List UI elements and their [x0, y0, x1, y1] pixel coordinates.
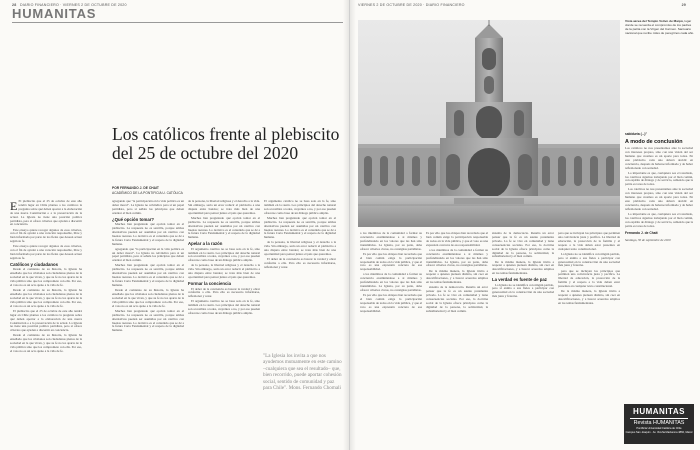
sidebar-paragraph-2: Lo importante es que, cualquiera sea el resultado, los católicos sigamos trabajando por el bien común, con espíritu de diálogo y de servicio, sabiendo que la patria es tarea de todos. [625, 170, 693, 187]
right-column-3 [492, 232, 554, 300]
subhead-formar: Formar la conciencia [188, 281, 231, 287]
ad-line-2: Campus San Joaquín · Av. Vicuña Mackenna 4860, Macul [625, 430, 693, 434]
signature-date: Santiago, 30 de septiembre de 2020 [625, 237, 671, 242]
subhead-verdad: La verdad es fuente de paz [492, 277, 547, 283]
col3-paragraph-b: Muchos han preguntado qué opción tomar en el plebiscito. La respuesta no es sencilla, porque ambas alternativas pueden ser asumidas por un católico con buenas razones. Lo decisivo es el contenido que se dé a la futura Carta Fundamental y el respeto de la dignidad humana. [188, 215, 260, 240]
right-page-number: 29 [681, 3, 686, 7]
r-col4-paragraph-4: De la misma manera, la Iglesia invita a respetar a quienes piensan distinto, sin caer en descalificaciones, y a buscar acuerdos amplios en los temas fundamentales. [558, 289, 620, 305]
col4-paragraph-2: Muchos han preguntado qué opción tomar en el plebiscito. La respuesta no es sencilla, porque ambas alternativas pueden ser asumidas por un católico con buenas razones. Lo decisivo es el contenido que se dé a la futura Carta Fundamental y el respeto de la dignidad humana. [264, 215, 336, 240]
dropcap: E [10, 198, 18, 213]
col2-paragraph-4: Muchos han preguntado qué opción tomar en el plebiscito. La respuesta no es sencilla, porque ambas alternativas pueden ser asumidas por un católico con buenas razones. Lo decisivo es el contenido que se dé a la futura Carta Fundamental y el respeto de la dignidad humana. [112, 263, 184, 287]
col2-paragraph-3: agregando que "la participación en la vida política es un deber moral". La Iglesia no reivindica para sí un papel partidista, pero sí señala los principios que deben orientar el bien común. [112, 246, 184, 263]
r-col3-paragraph-3: La Iglesia no se identifica con ningún partido, pero sí anima a sus fieles a participar con generosidad en la construcción de una sociedad más justa y fraterna. [492, 282, 554, 299]
gutter-shadow-right [350, 0, 356, 450]
r-col1-paragraph-4: Es por ello que los obispos han recordado que el bien común exige la participación responsable de todos en la vida pública, y que el voto es una expresión concreta de esa responsabilidad. [360, 293, 422, 313]
r-col4-paragraph: para que se incluyan los principios que permiten una convivencia justa y pacífica. La libertad de educación, la protección de la familia y el respeto a la vida deben estar presentes en cualquier texto constitucional. [558, 231, 620, 251]
gutter-shadow-left [343, 0, 349, 450]
sidebar-paragraph-4: Lo importante es que, cualquiera sea el resultado, los católicos sigamos trabajando por el bien común, con espíritu de diálogo y de servicio, sabiendo que la patria es tarea de todos. [625, 212, 693, 228]
left-column-4 [264, 200, 336, 271]
col4-paragraph-4: El deber de la conciencia es buscar la verdad y obrar conforme a ella. Para ello es necesario informarse, reflexionar y rezar. [264, 257, 336, 270]
col1-paragraph-3: El plebiscito que el 25 de octubre de este año tendrá lugar en Chile plantea a los católicos la pregunta sobre qué deben aportar a la elaboración de una nueva Constitución o a la preservación de la actual. La Iglesia no tiene una posición política partidista, pero sí ofrece criterios que ayuden a discernir en conciencia. [10, 308, 82, 333]
templo-votivo-illustration [358, 20, 620, 227]
section-title: HUMANITAS [12, 6, 97, 21]
sidebar-paragraph-3: Los católicos no nos presentamos ante la sociedad con intereses propios, sino con una visión del ser humano que creemos es un aporte para todos. En este plebiscito cada uno deberá decidir en conciencia, después de haberse informado y de haber reflexionado con seriedad. [625, 187, 693, 211]
r-col1-paragraph: a los miembros de la comunidad a formar su conciencia examinándose a sí mismos y profundizando en los valores que les han sido transmitidos. La Iglesia, por su parte, debe ofrecer criterios claros, no consignas partidistas. [360, 231, 422, 251]
ad-subtitle: Revista HUMANITAS [633, 419, 685, 426]
col1-paragraph-2: Desde el comienzo de su historia, la Iglesia ha enseñado que los cristianos son ciudadanos plenos de la sociedad en la que viven, y que su fe no los aparta de la vida pública sino que los compromete con ella. Por eso, el voto no es un acto ajeno a la vida de fe. [10, 288, 82, 308]
intro-paragraph-2: Este ensayo quiere recoger algunos de esos criterios, con el fin de ayudar a una votación responsable, libre y bien informada por parte de los fieles que desean actuar según su fe. [10, 227, 82, 244]
intro-paragraph-3: Este ensayo quiere recoger algunos de esos criterios, con el fin de ayudar a una votación responsable, libre y bien informada por parte de los fieles que desean actuar según su fe. [10, 244, 82, 261]
church-photo [358, 20, 620, 227]
col2-paragraph: agregando que "la participación en la vida política es un deber moral". La Iglesia no reivindica para sí un papel partidista, pero sí señala los principios que deben orientar el bien común. [112, 199, 184, 215]
r-col2-paragraph-2: a los miembros de la comunidad a formar su conciencia examinándose a sí mismos y profundizando en los valores que les han sido transmitidos. La Iglesia, por su parte, debe ofrecer criterios claros, no consignas partidistas. [426, 247, 488, 268]
article-headline: Los católicos frente al plebiscito del 25 de octubre del 2020 [112, 123, 340, 163]
r-col2-paragraph: Es por ello que los obispos han recordado que el bien común exige la participación responsable de todos en la vida pública, y que el voto es una expresión concreta de esa responsabilidad. [426, 231, 488, 247]
left-folio-text: DIARIO FINANCIERO · VIERNES 2 DE OCTUBRE DE 2020 [20, 3, 127, 7]
r-col1-paragraph-3: a los miembros de la comunidad a formar su conciencia examinándose a sí mismos y profundizando en los valores que les han sido transmitidos. La Iglesia, por su parte, debe ofrecer criterios claros, no consignas partidistas. [360, 272, 422, 293]
col4-paragraph: El argumento católico no se basa solo en la fe, sino también en la razón. Los principios del derecho natural son accesibles a todos, creyentes o no, y por eso pueden ofrecerse como base de un diálogo público amplio. [264, 199, 336, 215]
humanitas-ad[interactable] [624, 404, 694, 444]
intro-text: El plebiscito que el 25 de octubre de este año tendrá lugar en Chile plantea a los católicos la pregunta sobre qué deben aportar a la elaboración de una nueva Constitución o a la preservación de la actual. La Iglesia no tiene una posición política partidista, pero sí ofrece criterios que ayuden a discernir en conciencia. [10, 199, 82, 227]
byline-name: POR FERNANDO J. DE CHAIT [112, 186, 159, 190]
col1-paragraph: Desde el comienzo de su historia, la Iglesia ha enseñado que los cristianos son ciudadanos plenos de la sociedad en la que viven, y que su fe no los aparta de la vida pública sino que los compromete con ella. Por eso, el voto no es un acto ajeno a la vida de fe. [10, 267, 82, 287]
col1-paragraph-4: Desde el comienzo de su historia, la Iglesia ha enseñado que los cristianos son ciudadanos plenos de la sociedad en la que viven, y que su fe no los aparta de la vida pública sino que los compromete con ella. Por eso, el voto no es un acto ajeno a la vida de fe. [10, 333, 82, 354]
r-col3-paragraph: sistema de la democracia. Resulta un error pensar que la fe es un asunto puramente privado. La fe se vive en comunidad y tiene consecuencias sociales. Por eso, la doctrina social de la Iglesia ofrece principios como la dignidad de la persona, la solidaridad, la subsidiariedad y el bien común. [492, 231, 554, 259]
right-column-2 [426, 232, 488, 315]
sidebar-paragraph: Los católicos no nos presentamos ante la sociedad con intereses propios, sino con una visión del ser humano que creemos es un aporte para todos. En este plebiscito cada uno deberá decidir en conciencia, después de haberse informado y de haber reflexionado con seriedad. [625, 146, 693, 170]
col2-paragraph-2: Muchos han preguntado qué opción tomar en el plebiscito. La respuesta no es sencilla, porque ambas alternativas pueden ser asumidas por un católico con buenas razones. Lo decisivo es el contenido que se dé a la futura Carta Fundamental y el respeto de la dignidad humana. [112, 222, 184, 246]
sidebar-continuation: sabiduría (...)" [625, 132, 648, 136]
pull-quote: "La Iglesia los invita a que nos ayudemos mutuamente en este camino –cualquiera que sea el resultado– que, bien recorrido, puede aportar cohesión social, sentido de comunidad y paz para Chile". Mons. Fernando Chomali [263, 353, 342, 392]
subhead-apelar: Apelar a la razón [188, 241, 223, 247]
caption-bold: Vista aérea del Templo Votivo de Maipú, [625, 19, 684, 23]
col3-paragraph-2: El argumento católico no se basa solo en la fe, sino también en la razón. Los principios del derecho natural son accesibles a todos, creyentes o no, y por eso pueden ofrecerse como base de un diálogo público amplio. [188, 246, 260, 263]
r-col1-paragraph-2: Es por ello que los obispos han recordado que el bien común exige la participación responsable de todos en la vida pública, y que el voto es una expresión concreta de esa responsabilidad. [360, 251, 422, 272]
left-column-2 [112, 200, 184, 334]
left-column-3 [188, 200, 260, 317]
col2-paragraph-6: Muchos han preguntado qué opción tomar en el plebiscito. La respuesta no es sencilla, porque ambas alternativas pueden ser asumidas por un católico con buenas razones. Lo decisivo es el contenido que se dé a la futura Carta Fundamental y el respeto de la dignidad humana. [112, 308, 184, 333]
subhead-que-opcion: ¿Qué opción tomar? [112, 216, 155, 222]
right-page [350, 0, 700, 450]
r-col4-paragraph-2: La Iglesia no se identifica con ningún partido, pero sí anima a sus fieles a participar con generosidad en la construcción de una sociedad más justa y fraterna. [558, 251, 620, 268]
right-folio [358, 3, 465, 7]
right-column-1 [360, 232, 422, 315]
r-col2-paragraph-4: sistema de la democracia. Resulta un error pensar que la fe es un asunto puramente privado. La fe se vive en comunidad y tiene consecuencias sociales. Por eso, la doctrina social de la Iglesia ofrece principios como la dignidad de la persona, la solidaridad, la subsidiariedad y el bien común. [426, 285, 488, 313]
byline [112, 186, 183, 195]
ad-line-1: Pontificia Universidad Católica de Chile [636, 426, 682, 430]
r-col3-paragraph-2: De la misma manera, la Iglesia invita a respetar a quienes piensan distinto, sin caer en descalificaciones, y a buscar acuerdos amplios en los temas fundamentales. [492, 259, 554, 276]
right-column-4 [558, 232, 620, 307]
col3-paragraph-3b: El argumento católico no se basa solo en la fe, sino también en la razón. Los principios del derecho natural son accesibles a todos, creyentes o no, y por eso pueden ofrecerse como base de un diálogo público amplio. [188, 299, 260, 316]
col3-paragraph-3: El deber de la conciencia es buscar la verdad y obrar conforme a ella. Para ello es necesario informarse, reflexionar y rezar. [188, 286, 260, 299]
byline-role: ACADÉMICO DE LA PONTIFICIA U. CATÓLICA [112, 190, 183, 195]
col4-paragraph-3: de la persona, la libertad religiosa y el derecho a la vida. Sin embargo, sería un error reducir el plebiscito a una disputa entre bandos; se trata más bien de una oportunidad para pensar juntos el país que queremos. [264, 240, 336, 257]
right-page-number-wrap [682, 3, 686, 7]
sidebar-heading: A modo de conclusión [625, 139, 683, 145]
ad-rule [630, 418, 688, 419]
signature-name: Fernando J. de Chait [625, 230, 658, 235]
col3-paragraph-2b: de la persona, la libertad religiosa y el derecho a la vida. Sin embargo, sería un error reducir el plebiscito a una disputa entre bandos; se trata más bien de una oportunidad para pensar juntos el país que queremos. [188, 263, 260, 280]
r-col4-paragraph-3: para que se incluyan los principios que permiten una convivencia justa y pacífica. La libertad de educación, la protección de la familia y el respeto a la vida deben estar presentes en cualquier texto constitucional. [558, 268, 620, 289]
conclusion-sidebar [625, 132, 693, 242]
caption-text: lugar donde se recuerda el compromiso de los padres de la patria con la Virgen del Carmen. Santuario nacional que recibe miles de peregrinos cada año. [625, 19, 695, 35]
section-rule [12, 22, 343, 23]
signature [625, 231, 693, 235]
intro-paragraph [10, 200, 82, 227]
col2-paragraph-5: Desde el comienzo de su historia, la Iglesia ha enseñado que los cristianos son ciudadanos plenos de la sociedad en la que viven, y que su fe no los aparta de la vida pública sino que los compromete con ella. Por eso, el voto no es un acto ajeno a la vida de fe. [112, 288, 184, 308]
subhead-catolicos: Católicos y ciudadanos [10, 261, 58, 267]
r-col2-paragraph-3: De la misma manera, la Iglesia invita a respetar a quienes piensan distinto, sin caer en descalificaciones, y a buscar acuerdos amplios en los temas fundamentales. [426, 268, 488, 285]
right-folio-text: VIERNES 2 DE OCTUBRE DE 2020 · DIARIO FINANCIERO [358, 3, 465, 7]
photo-caption [625, 20, 695, 36]
col3-paragraph: de la persona, la libertad religiosa y el derecho a la vida. Sin embargo, sería un error reducir el plebiscito a una disputa entre bandos; se trata más bien de una oportunidad para pensar juntos el país que queremos. [188, 199, 260, 215]
sidebar-body [625, 147, 693, 229]
left-column-1 [10, 200, 82, 355]
left-page-number: 28 [12, 3, 17, 7]
ad-title: HUMANITAS [633, 407, 685, 416]
